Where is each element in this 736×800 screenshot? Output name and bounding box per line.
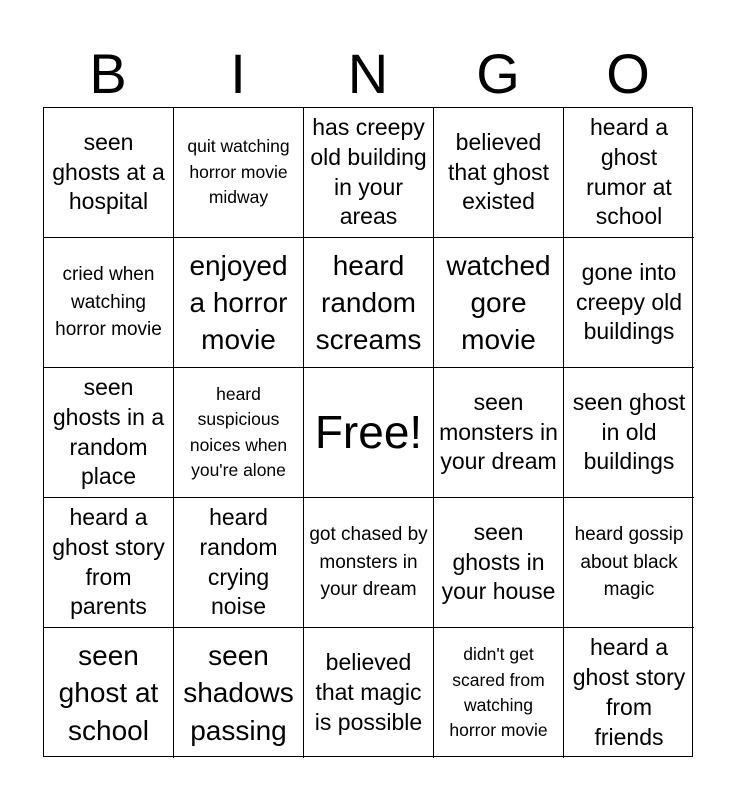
cell-text: seen monsters in your dream xyxy=(439,388,558,475)
bingo-cell[interactable] xyxy=(44,498,174,628)
cell-text: quit watching horror movie midway xyxy=(187,136,290,208)
bingo-cell[interactable] xyxy=(174,238,304,368)
bingo-cell[interactable] xyxy=(44,368,174,498)
bingo-cell[interactable] xyxy=(44,238,174,368)
cell-text: didn't get scared from watching horror movie xyxy=(449,644,548,741)
bingo-cell[interactable] xyxy=(174,108,304,238)
cell-text: cried when watching horror movie xyxy=(55,264,162,341)
bingo-cell[interactable] xyxy=(564,498,694,628)
cell-text: heard gossip about black magic xyxy=(574,524,684,601)
bingo-cell-free[interactable] xyxy=(304,368,434,498)
bingo-cell[interactable] xyxy=(174,628,304,758)
bingo-cell[interactable] xyxy=(44,108,174,238)
bingo-cell[interactable] xyxy=(564,628,694,758)
free-space-label: Free! xyxy=(314,406,423,459)
cell-text: seen shadows passing xyxy=(183,640,294,746)
bingo-cell[interactable] xyxy=(304,238,434,368)
cell-text: seen ghost in old buildings xyxy=(572,388,686,475)
cell-text: enjoyed a horror movie xyxy=(189,249,288,356)
cell-text: watched gore movie xyxy=(446,249,551,356)
bingo-cell[interactable] xyxy=(434,108,564,238)
cell-text: got chased by monsters in your dream xyxy=(309,524,428,601)
cell-text: gone into creepy old buildings xyxy=(575,258,683,345)
bingo-board xyxy=(43,107,693,757)
bingo-cell[interactable] xyxy=(434,498,564,628)
bingo-cell[interactable] xyxy=(44,628,174,758)
cell-text: seen ghost at school xyxy=(58,640,159,746)
header-letter-i: I xyxy=(230,42,246,105)
bingo-cell[interactable] xyxy=(174,498,304,628)
cell-text: heard random screams xyxy=(315,249,422,356)
bingo-cell[interactable] xyxy=(304,108,434,238)
cell-text: has creepy old building in your areas xyxy=(310,113,427,230)
cell-text: heard a ghost story from parents xyxy=(52,503,165,620)
cell-text: seen ghosts in your house xyxy=(441,518,556,605)
header-letter-o: O xyxy=(606,42,650,105)
bingo-cell[interactable] xyxy=(434,368,564,498)
bingo-cell[interactable] xyxy=(564,108,694,238)
bingo-cell[interactable] xyxy=(564,238,694,368)
bingo-cell[interactable] xyxy=(304,498,434,628)
cell-text: believed that ghost existed xyxy=(447,128,550,215)
bingo-header xyxy=(43,40,693,108)
bingo-cell[interactable] xyxy=(434,238,564,368)
cell-text: seen ghosts in a random place xyxy=(52,373,165,490)
cell-text: heard a ghost story from friends xyxy=(572,634,686,750)
cell-text: heard a ghost rumor at school xyxy=(586,113,672,230)
cell-text: seen ghosts at a hospital xyxy=(52,128,165,215)
bingo-cell[interactable] xyxy=(304,628,434,758)
cell-text: heard suspicious noices when you're alone xyxy=(189,383,288,480)
header-letter-b: B xyxy=(89,42,127,105)
header-letter-n: N xyxy=(347,42,389,105)
bingo-cell[interactable] xyxy=(434,628,564,758)
cell-text: believed that magic is possible xyxy=(314,649,423,735)
cell-text: heard random crying noise xyxy=(199,503,278,620)
bingo-cell[interactable] xyxy=(174,368,304,498)
header-letter-g: G xyxy=(476,42,520,105)
bingo-cell[interactable] xyxy=(564,368,694,498)
